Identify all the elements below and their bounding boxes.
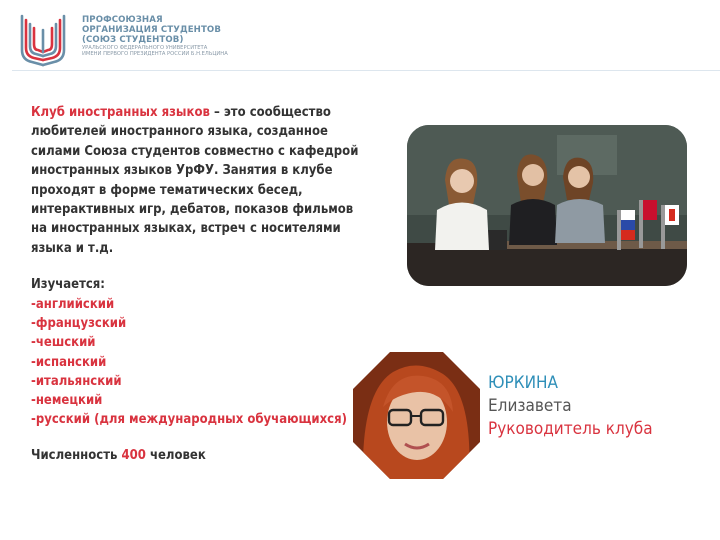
count-value: 400 bbox=[121, 447, 146, 463]
leader-surname: ЮРКИНА bbox=[488, 373, 558, 393]
club-description bbox=[31, 103, 371, 465]
header bbox=[0, 0, 720, 70]
member-count bbox=[31, 446, 371, 465]
org-line-1: ПРОФСОЮЗНАЯ bbox=[82, 15, 163, 25]
org-line-2: ОРГАНИЗАЦИЯ СТУДЕНТОВ bbox=[82, 25, 221, 35]
languages-title: Изучается: bbox=[31, 277, 105, 293]
count-label: Численность bbox=[31, 447, 122, 463]
leader-role: Руководитель клуба bbox=[488, 419, 653, 439]
language-item: -английский bbox=[31, 296, 115, 312]
language-item: -итальянский bbox=[31, 373, 122, 389]
org-small-line-1: УРАЛЬСКОГО ФЕДЕРАЛЬНОГО УНИВЕРСИТЕТА bbox=[82, 45, 208, 51]
count-suffix: человек bbox=[145, 447, 206, 463]
language-item: -немецкий bbox=[31, 393, 103, 409]
club-meeting-photo bbox=[407, 125, 687, 286]
leader-first-name: Елизавета bbox=[488, 396, 572, 416]
intro-paragraph bbox=[31, 103, 371, 258]
language-item: -испанский bbox=[31, 354, 107, 370]
language-item: -французский bbox=[31, 315, 127, 331]
language-item: -русский (для международных обучающихся) bbox=[31, 412, 347, 428]
leader-portrait bbox=[353, 352, 480, 479]
languages-list bbox=[31, 295, 371, 430]
organization-name bbox=[82, 15, 228, 57]
org-line-3: (СОЮЗ СТУДЕНТОВ) bbox=[82, 35, 184, 45]
club-description-text: – это сообщество любителей иностранного языка, созданное силами Союза студентов совместно с кафедрой иностранных языков УрФУ. Занятия в клубе проходят в форме тематических бесед, интерактивных игр, дебатов, показов фильмов на иностранных языках, встреч с носителями языка и т.д. bbox=[31, 105, 359, 256]
header-divider bbox=[12, 70, 720, 71]
club-leader bbox=[488, 372, 653, 441]
union-logo-icon bbox=[14, 10, 72, 68]
language-item: -чешский bbox=[31, 335, 96, 351]
club-name: Клуб иностранных языков bbox=[31, 105, 210, 120]
org-small-line-2: ИМЕНИ ПЕРВОГО ПРЕЗИДЕНТА РОССИИ Б.Н.ЕЛЬЦИНА bbox=[82, 51, 228, 57]
